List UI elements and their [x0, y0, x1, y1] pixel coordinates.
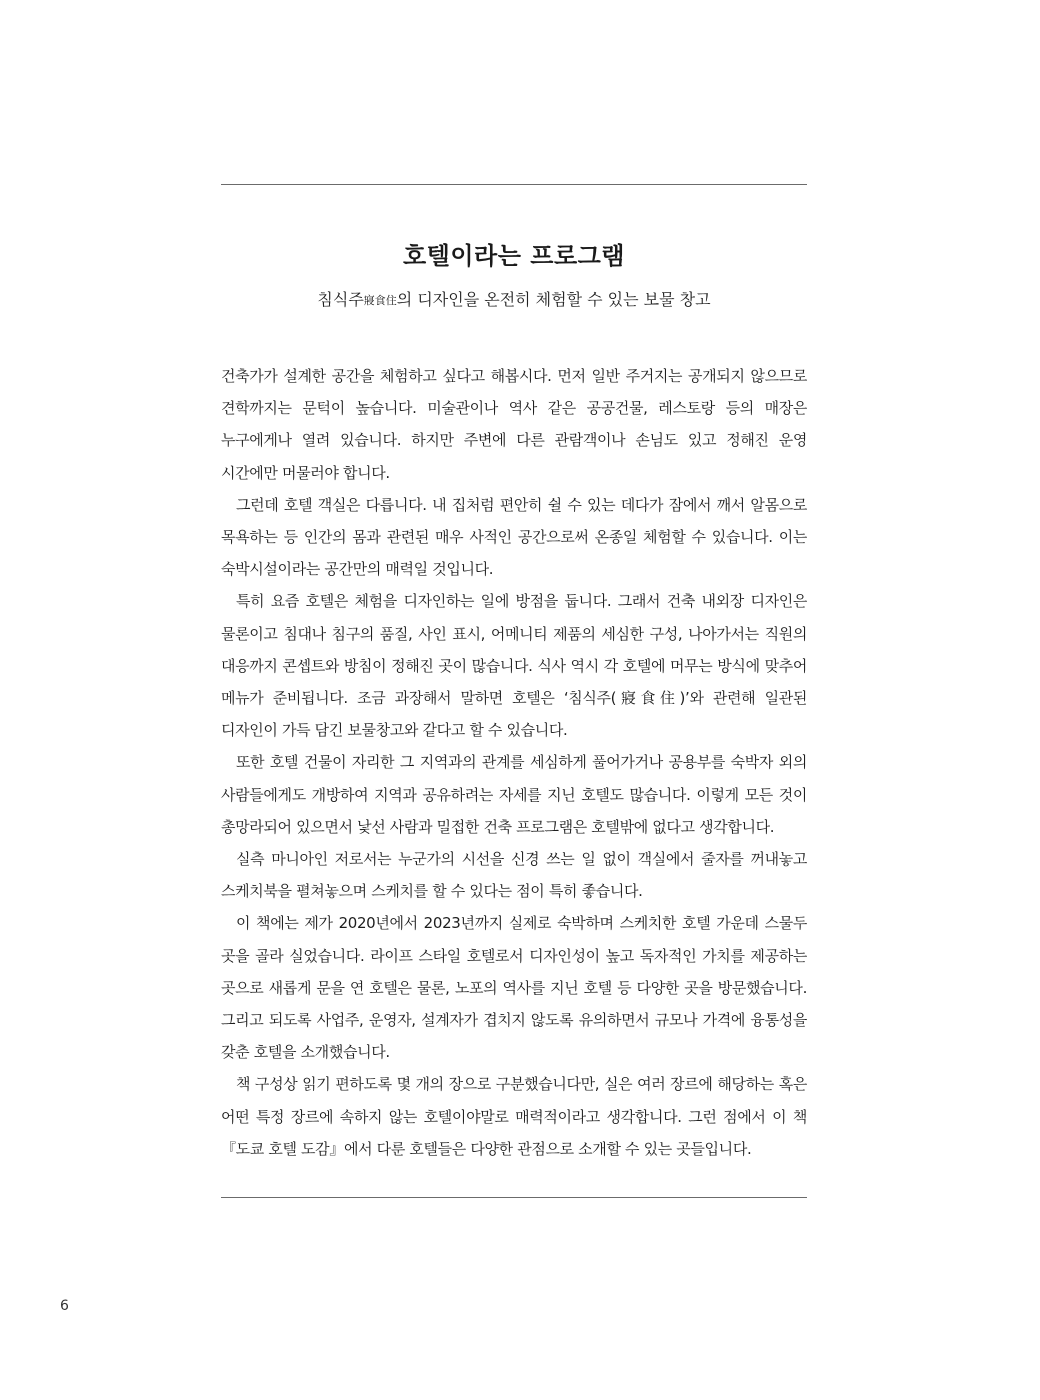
- subtitle-text-after: 의 디자인을 온전히 체험할 수 있는 보물 창고: [396, 290, 711, 309]
- page-number: 6: [60, 1298, 69, 1314]
- paragraph-3: 특히 요즘 호텔은 체험을 디자인하는 일에 방점을 둡니다. 그래서 건축 내외장 디자인은 물론이고 침대나 침구의 품질, 사인 표시, 어메니티 제품의 세심한 구성, 나아가서는 직원의 대응까지 콘셉트와 방침이 정해진 곳이 많습니다. 식사 역시 각 호텔에 머무는 방식에 맞추어 메뉴가 준비됩니다. 조금 과장해서 말하면 호텔은 ‘침식주(寢食住)’와 관련해 일관된 디자인이 가득 담긴 보물창고와 같다고 할 수 있습니다.: [221, 592, 807, 740]
- subtitle-text-before: 침식주: [317, 290, 364, 309]
- top-divider: [221, 184, 807, 185]
- bottom-divider: [221, 1197, 807, 1198]
- body-text: [221, 360, 807, 1165]
- paragraph-7: 책 구성상 읽기 편하도록 몇 개의 장으로 구분했습니다만, 실은 여러 장르에 해당하는 혹은 어떤 특정 장르에 속하지 않는 호텔이야말로 매력적이라고 생각합니다. 그런 점에서 이 책 『도쿄 호텔 도감』에서 다룬 호텔들은 다양한 관점으로 소개할 수 있는 곳들입니다.: [221, 1075, 807, 1158]
- paragraph-2: 그런데 호텔 객실은 다릅니다. 내 집처럼 편안히 쉴 수 있는 데다가 잠에서 깨서 알몸으로 목욕하는 등 인간의 몸과 관련된 매우 사적인 공간으로써 온종일 체험할 수 있습니다. 이는 숙박시설이라는 공간만의 매력일 것입니다.: [221, 495, 807, 579]
- page-subtitle: [221, 287, 807, 310]
- subtitle-hanja: 寢食住: [363, 294, 397, 307]
- paragraph-1: 건축가가 설계한 공간을 체험하고 싶다고 해봅시다. 먼저 일반 주거지는 공개되지 않으므로 견학까지는 문턱이 높습니다. 미술관이나 역사 같은 공공건물, 레스토랑 등의 매장은 누구에게나 열려 있습니다. 하지만 주변에 다른 관람객이나 손님도 있고 정해진 운영 시간에만 머물러야 합니다.: [221, 367, 807, 482]
- paragraph-6: 이 책에는 제가 2020년에서 2023년까지 실제로 숙박하며 스케치한 호텔 가운데 스물두 곳을 골라 실었습니다. 라이프 스타일 호텔로서 디자인성이 높고 독자적인 가치를 제공하는 곳으로 새롭게 문을 연 호텔은 물론, 노포의 역사를 지닌 호텔 등 다양한 곳을 방문했습니다. 그리고 되도록 사업주, 운영자, 설계자가 겹치지 않도록 유의하면서 규모나 가격에 융통성을 갖춘 호텔을 소개했습니다.: [221, 914, 807, 1062]
- page-title: 호텔이라는 프로그램: [402, 242, 625, 270]
- paragraph-5: 실측 마니아인 저로서는 누군가의 시선을 신경 쓰는 일 없이 객실에서 줄자를 꺼내놓고 스케치북을 펼쳐놓으며 스케치를 할 수 있다는 점이 특히 좋습니다.: [221, 850, 807, 901]
- paragraph-4: 또한 호텔 건물이 자리한 그 지역과의 관계를 세심하게 풀어가거나 공용부를 숙박자 외의 사람들에게도 개방하여 지역과 공유하려는 자세를 지닌 호텔도 많습니다. 이렇게 모든 것이 총망라되어 있으면서 낯선 사람과 밀접한 건축 프로그램은 호텔밖에 없다고 생각합니다.: [221, 753, 807, 836]
